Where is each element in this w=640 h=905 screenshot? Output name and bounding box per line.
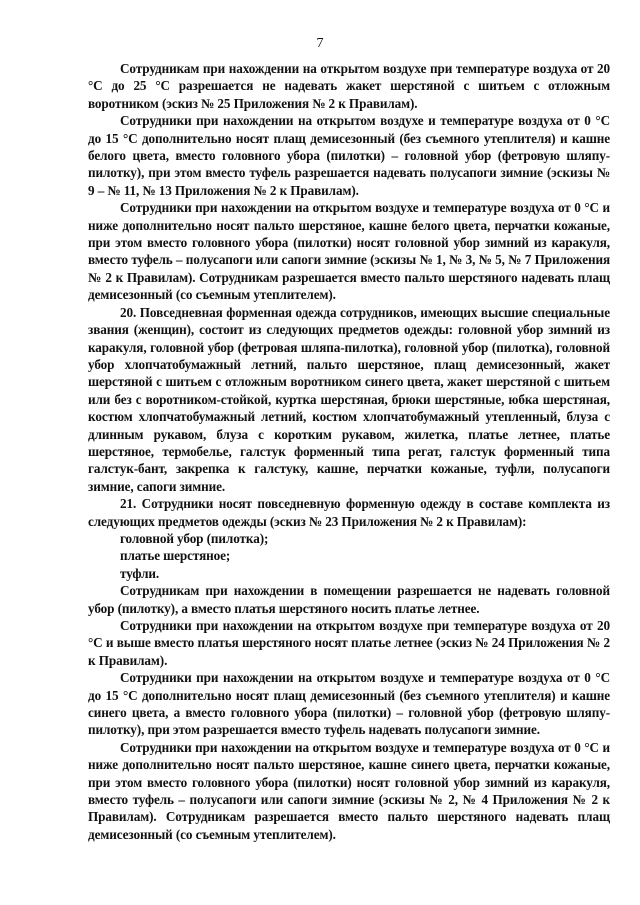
list-item: головной убор (пилотка); [120, 530, 269, 546]
paragraph: Сотрудникам при нахождении в помещении разрешается не надевать головной убор (пилотку), а вместо платья шерстяного носить платье летнее. [88, 583, 610, 616]
list-item: туфли. [120, 565, 160, 581]
document-body [88, 60, 610, 843]
paragraph: Сотрудники при нахождении на открытом воздухе и температуре воздуха от 0 °С и ниже дополнительно носят пальто шерстяное, кашне белого цвета, перчатки кожаные, при этом вместо головного убора (пилотки) носят головной убор зимний из каракуля, вместо туфель – полусапоги или сапоги зимние (эскизы № 1, № 3, № 5, № 7 Приложения № 2 к Правилам). Сотрудникам разрешается вместо пальто шерстяного надевать плащ демисезонный (со съемным утеплителем). [88, 200, 610, 303]
paragraph: Сотрудники при нахождении на открытом воздухе и температуре воздуха от 0 °С и ниже дополнительно носят пальто шерстяное, кашне синего цвета, перчатки кожаные, при этом вместо головного убора (пилотки) носят головной убор зимний из каракуля, вместо туфель – полусапоги или сапоги зимние (эскизы № 2, № 4 Приложения № 2 к Правилам). Сотрудникам разрешается вместо пальто шерстяного надевать плащ демисезонный (со съемным утеплителем). [88, 739, 610, 842]
paragraph: Сотрудники при нахождении на открытом воздухе при температуре воздуха от 20 °С и выше вместо платья шерстяного носят платье летнее (эскиз № 24 Приложения № 2 к Правилам). [88, 618, 610, 668]
paragraph: Сотрудникам при нахождении на открытом воздухе при температуре воздуха от 20 °С до 25 °С разрешается не надевать жакет шерстяной с шитьем с отложным воротником (эскиз № 25 Приложения № 2 к Правилам). [88, 61, 610, 111]
paragraph: Сотрудники при нахождении на открытом воздухе и температуре воздуха от 0 °С до 15 °С дополнительно носят плащ демисезонный (без съемного утеплителя) и кашне белого цвета, вместо головного убора (пилотки) – головной убор (фетровую шляпу-пилотку), при этом вместо туфель разрешается надевать полусапоги зимние (эскизы № 9 – № 11, № 13 Приложения № 2 к Правилам). [88, 113, 610, 198]
paragraph: 21. Сотрудники носят повседневную форменную одежду в составе комплекта из следующих предметов одежды (эскиз № 23 Приложения № 2 к Правилам): [88, 496, 610, 529]
paragraph: Сотрудники при нахождении на открытом воздухе и температуре воздуха от 0 °С до 15 °С дополнительно носят плащ демисезонный (без съемного утеплителя) и кашне синего цвета, а вместо головного убора (пилотки) – головной убор (фетровую шляпу-пилотку), при этом разрешается вместо туфель надевать полусапоги зимние. [88, 670, 610, 738]
list-item: платье шерстяное; [120, 548, 231, 564]
page-number: 7 [316, 36, 324, 51]
paragraph: 20. Повседневная форменная одежда сотрудников, имеющих высшие специальные звания (женщин), состоит из следующих предметов одежды: головной убор зимний из каракуля, головной убор (фетровая шляпа-пилотка), головной убор (пилотка), головной убор хлопчатобумажный летний, пальто шерстяное, плащ демисезонный, жакет шерстяной с шитьем с отложным воротником синего цвета, жакет шерстяной с шитьем или без с воротником-стойкой, куртка шерстяная, брюки шерстяные, юбка шерстяная, костюм хлопчатобумажный летний, костюм хлопчатобумажный утепленный, блуза с длинным рукавом, блуза с коротким рукавом, жилетка, платье летнее, платье шерстяное, термобелье, галстук форменный типа регат, галстук форменный типа галстук-бант, закрепка к галстуку, кашне, перчатки кожаные, туфли, полусапоги зимние, сапоги зимние. [88, 304, 610, 494]
